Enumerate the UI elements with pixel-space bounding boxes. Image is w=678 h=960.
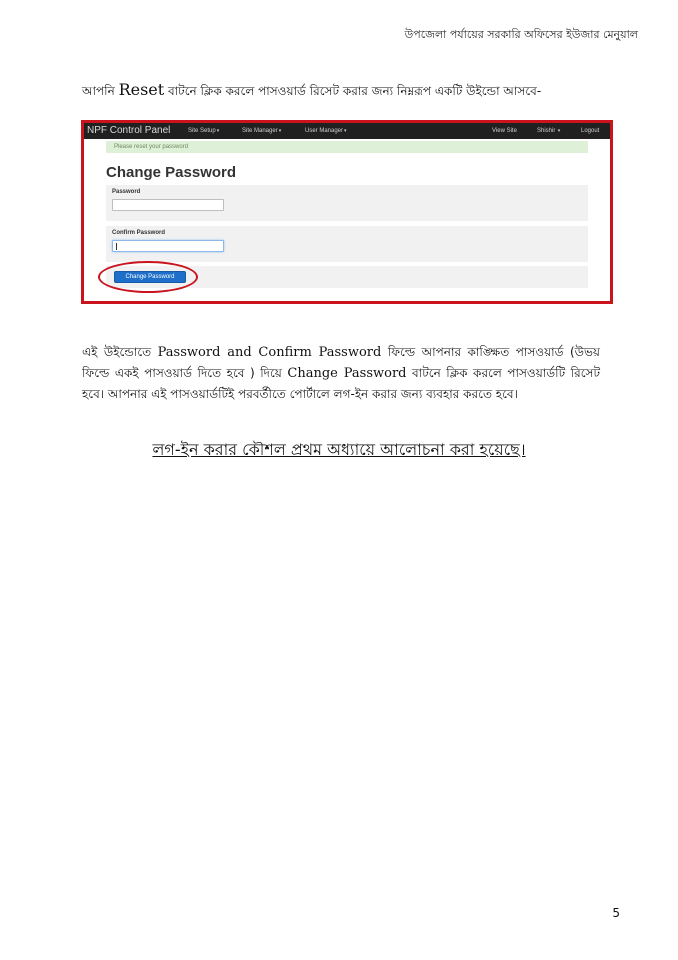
- chevron-down-icon: ▾: [278, 128, 282, 134]
- nav-user-label: Shishir: [537, 128, 556, 134]
- nav-user-manager-label: User Manager: [305, 128, 344, 134]
- nav-user-manager[interactable]: [305, 128, 347, 134]
- confirm-password-group: [106, 226, 588, 262]
- intro-paragraph: [82, 80, 602, 103]
- chevron-down-icon: ▾: [344, 128, 347, 134]
- nav-user-menu[interactable]: [537, 128, 560, 134]
- change-password-button[interactable]: Change Password: [114, 271, 186, 283]
- nav-site-setup-label: Site Setup: [188, 128, 216, 134]
- intro-after: বাটনে ক্লিক করলে পাসওয়ার্ড রিসেট করার জন্য নিম্নরূপ একটি উইন্ডো আসবে-: [164, 84, 542, 98]
- brand-logo[interactable]: NPF Control Panel: [87, 125, 171, 136]
- screenshot-figure: [81, 120, 613, 304]
- highlight-circle: [98, 261, 198, 293]
- nav-site-setup[interactable]: [188, 128, 219, 134]
- form-title: Change Password: [106, 164, 237, 181]
- para-part3: বাটনে ক্লিক করলে পাসওয়ার্ডটি রিসেট হবে। আপনার এই পাসওয়ার্ডটিই পরবর্তীতে পোর্টালে লগ-ইন করার জন্য ব্যবহার করতে হবে।: [82, 366, 600, 401]
- para-part1: এই উইন্ডোতে: [82, 345, 158, 359]
- para-part2: ফিল্ডে আপনার কাঙ্ক্ষিত পাসওয়ার্ড (উভয় ফিল্ডে একই পাসওয়ার্ড দিতে হবে ) দিয়ে: [82, 345, 600, 380]
- chevron-down-icon: ▾: [216, 128, 220, 134]
- confirm-password-label: Confirm Password: [112, 230, 166, 236]
- password-input[interactable]: [112, 199, 224, 211]
- reset-word: Reset: [118, 80, 165, 99]
- nav-site-manager-label: Site Manager: [242, 128, 278, 134]
- nav-site-manager[interactable]: [242, 128, 281, 134]
- password-group: [106, 185, 588, 221]
- instruction-paragraph: [82, 342, 600, 404]
- nav-view-site[interactable]: View Site: [492, 128, 517, 134]
- para-latin1: Password and Confirm Password: [157, 345, 382, 360]
- navbar: [84, 123, 610, 139]
- nav-logout[interactable]: Logout: [581, 128, 600, 134]
- intro-before: আপনি: [82, 84, 119, 98]
- alert-message: Please reset your password: [106, 141, 588, 153]
- login-note-heading: লগ-ইন করার কৌশল প্রথম অধ্যায়ে আলোচনা করা হয়েছে।: [152, 440, 526, 459]
- page-header: উপজেলা পর্যায়ের সরকারি অফিসের ইউজার মেনুয়াল: [404, 28, 638, 41]
- para-latin2: Change Password: [287, 366, 407, 381]
- confirm-password-input[interactable]: [112, 240, 224, 252]
- password-label: Password: [112, 189, 141, 195]
- chevron-down-icon: ▾: [556, 128, 561, 134]
- page-number: 5: [612, 906, 620, 920]
- text-caret: [116, 243, 117, 250]
